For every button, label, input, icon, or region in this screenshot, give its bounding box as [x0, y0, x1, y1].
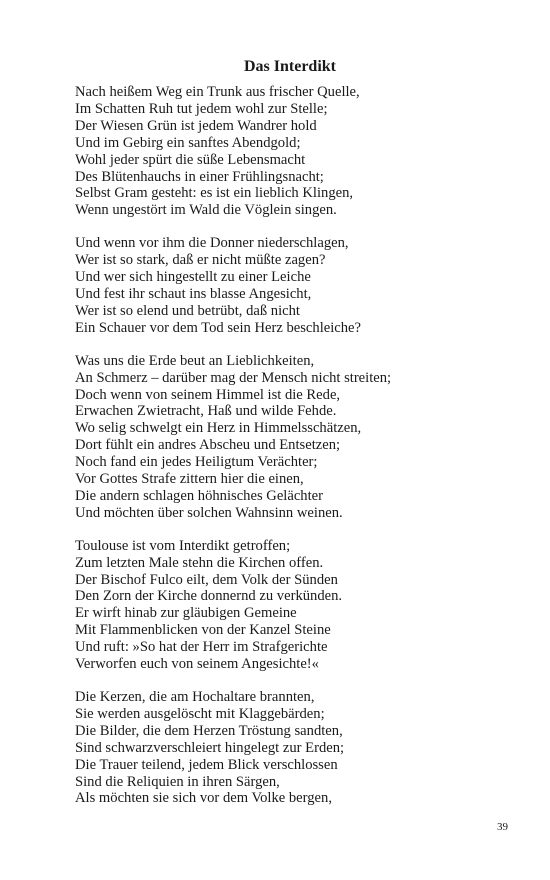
- poem-line: Und wer sich hingestellt zu einer Leiche: [75, 269, 311, 286]
- poem-line: Und fest ihr schaut ins blasse Angesicht,: [75, 285, 312, 302]
- poem-line: Nach heißem Weg ein Trunk aus frischer Quelle,: [75, 84, 360, 100]
- poem-line: Sind die Reliquien in ihren Särgen,: [75, 773, 280, 790]
- poem-line: Zum letzten Male stehn die Kirchen offen.: [75, 554, 324, 571]
- poem-line: Die Trauer teilend, jedem Blick verschlossen: [75, 756, 338, 773]
- poem-line: Und im Gebirg ein sanftes Abendgold;: [75, 134, 301, 151]
- poem-line: Der Wiesen Grün ist jedem Wandrer hold: [75, 117, 317, 134]
- stanza-3: [75, 353, 515, 522]
- stanza-4: [75, 538, 515, 673]
- poem-line: Doch wenn von seinem Himmel ist die Rede,: [75, 386, 341, 403]
- poem-line: Sind schwarzverschleiert hingelegt zur Erden;: [75, 739, 345, 756]
- poem-line: Verworfen euch von seinem Angesichte!«: [75, 656, 319, 673]
- poem-line: Sie werden ausgelöscht mit Klaggebärden;: [75, 705, 325, 722]
- poem-line: Erwachen Zwietracht, Haß und wilde Fehde.: [75, 403, 337, 420]
- poem-line: Im Schatten Ruh tut jedem wohl zur Stelle;: [75, 100, 328, 117]
- poem-line: Dort fühlt ein andres Abscheu und Entsetzen;: [75, 437, 341, 454]
- poem-line: Wenn ungestört im Wald die Vöglein singen.: [75, 202, 337, 219]
- poem-line: Mit Flammenblicken von der Kanzel Steine: [75, 622, 331, 639]
- stanza-1: [75, 84, 515, 219]
- poem-line: Er wirft hinab zur gläubigen Gemeine: [75, 605, 297, 622]
- poem-body: [75, 84, 515, 823]
- poem-line: Selbst Gram gesteht: es ist ein lieblich Klingen,: [75, 185, 354, 202]
- poem-line: Wer ist so stark, daß er nicht müßte zagen?: [75, 252, 326, 269]
- poem-line: Und möchten über solchen Wahnsinn weinen.: [75, 504, 343, 521]
- stanza-2: [75, 235, 515, 336]
- poem-line: Der Bischof Fulco eilt, dem Volk der Sünden: [75, 571, 338, 588]
- poem-title: Das Interdikt: [243, 58, 336, 75]
- poem-line: Wo selig schwelgt ein Herz in Himmelsschätzen,: [75, 420, 362, 437]
- poem-line: Wohl jeder spürt die süße Lebensmacht: [75, 151, 306, 168]
- poem-line: Was uns die Erde beut an Lieblichkeiten,: [75, 352, 315, 369]
- stanza-5: [75, 689, 515, 807]
- page-number: 39: [497, 821, 508, 833]
- poem-line: Noch fand ein jedes Heiligtum Verächter;: [75, 454, 318, 471]
- poem-line: Die andern schlagen höhnisches Gelächter: [75, 487, 323, 504]
- poem-line: Als möchten sie sich vor dem Volke bergen,: [75, 790, 332, 807]
- poem-line: Vor Gottes Strafe zittern hier die einen,: [75, 471, 304, 488]
- poem-line: Toulouse ist vom Interdikt getroffen;: [75, 537, 291, 554]
- poem-line: Und ruft: »So hat der Herr im Strafgerichte: [75, 639, 328, 656]
- poem-line: An Schmerz – darüber mag der Mensch nicht streiten;: [75, 369, 392, 386]
- poem-line: Wer ist so elend und betrübt, daß nicht: [75, 302, 300, 319]
- poem-line: Ein Schauer vor dem Tod sein Herz beschleiche?: [75, 319, 362, 336]
- poem-line: Und wenn vor ihm die Donner niederschlagen,: [75, 235, 349, 252]
- poem-line: Die Kerzen, die am Hochaltare brannten,: [75, 689, 315, 705]
- poem-line: Des Blütenhauchs in einer Frühlingsnacht;: [75, 168, 324, 185]
- poem-line: Den Zorn der Kirche donnernd zu verkünden.: [75, 588, 343, 605]
- poem-line: Die Bilder, die dem Herzen Tröstung sandten,: [75, 722, 343, 739]
